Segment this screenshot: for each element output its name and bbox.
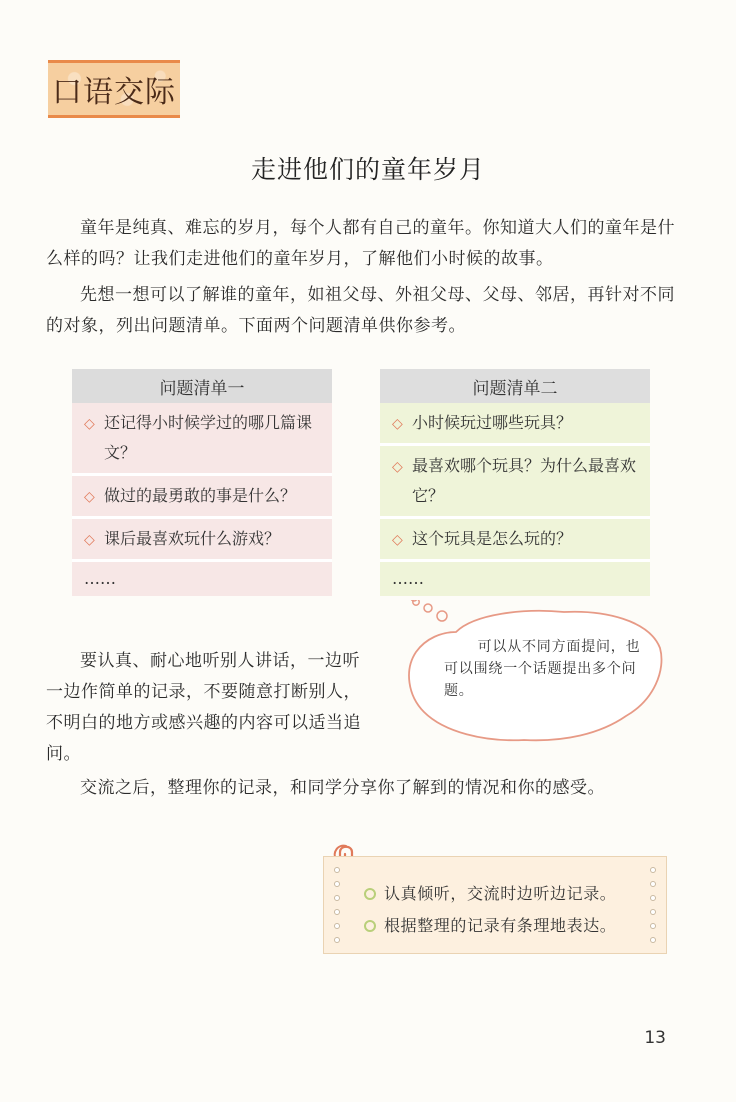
list-item-text: 这个玩具是怎么玩的？ — [412, 529, 573, 548]
list-item — [72, 476, 332, 519]
note-item-text: 认真倾听，交流时边听边记录。 — [384, 884, 617, 903]
section-tag — [48, 60, 180, 118]
diamond-bullet-icon: ◇ — [392, 416, 403, 432]
list-item-text: 最喜欢哪个玩具？为什么最喜欢它？ — [412, 456, 637, 505]
list-item — [380, 519, 650, 562]
circle-bullet-icon — [364, 888, 376, 900]
question-list-one-header: 问题清单一 — [72, 369, 332, 403]
diamond-bullet-icon: ◇ — [84, 416, 95, 432]
page-number: 13 — [644, 1028, 666, 1048]
diamond-bullet-icon: ◇ — [84, 489, 95, 505]
thought-bubble-text: 可以从不同方面提问，也可以围绕一个话题提出多个问题。 — [444, 639, 641, 699]
list-item-text: 还记得小时候学过的哪几篇课文？ — [104, 413, 313, 462]
thought-bubble — [404, 600, 666, 750]
list-item-text: 做过的最勇敢的事是什么？ — [104, 486, 297, 505]
note-item — [364, 881, 616, 904]
note-holes-right — [650, 867, 656, 943]
list-item — [72, 519, 332, 562]
note-item-text: 根据整理的记录有条理地表达。 — [384, 916, 617, 935]
question-list-one — [72, 369, 332, 596]
tips-note — [323, 856, 667, 954]
list-item-text: 小时候玩过哪些玩具？ — [412, 413, 573, 432]
question-list-two-header: 问题清单二 — [380, 369, 650, 403]
diamond-bullet-icon: ◇ — [84, 532, 95, 548]
list-ellipsis: …… — [380, 562, 650, 596]
note-item — [364, 913, 616, 936]
diamond-bullet-icon: ◇ — [392, 459, 403, 475]
page-title: 走进他们的童年岁月 — [250, 155, 485, 184]
paragraph-listening: 要认真、耐心地听别人讲话，一边听一边作简单的记录，不要随意打断别人，不明白的地方或感兴趣的内容可以适当追问。 — [46, 651, 361, 764]
paragraph-sharing: 交流之后，整理你的记录，和同学分享你了解到的情况和你的感受。 — [80, 778, 605, 798]
list-ellipsis: …… — [72, 562, 332, 596]
list-item-text: 课后最喜欢玩什么游戏？ — [104, 529, 281, 548]
paragraph-intro: 童年是纯真、难忘的岁月，每个人都有自己的童年。你知道大人们的童年是什么样的吗？让我们走进他们的童年岁月，了解他们小时候的故事。 — [46, 218, 675, 269]
section-tag-label: 口语交际 — [52, 75, 176, 110]
circle-bullet-icon — [364, 920, 376, 932]
paragraph-instructions: 先想一想可以了解谁的童年，如祖父母、外祖父母、父母、邻居，再针对不同的对象，列出问题清单。下面两个问题清单供你参考。 — [46, 285, 675, 336]
diamond-bullet-icon: ◇ — [392, 532, 403, 548]
list-item — [380, 446, 650, 519]
question-list-two — [380, 369, 650, 596]
list-item — [72, 403, 332, 476]
list-item — [380, 403, 650, 446]
note-holes-left — [334, 867, 340, 943]
